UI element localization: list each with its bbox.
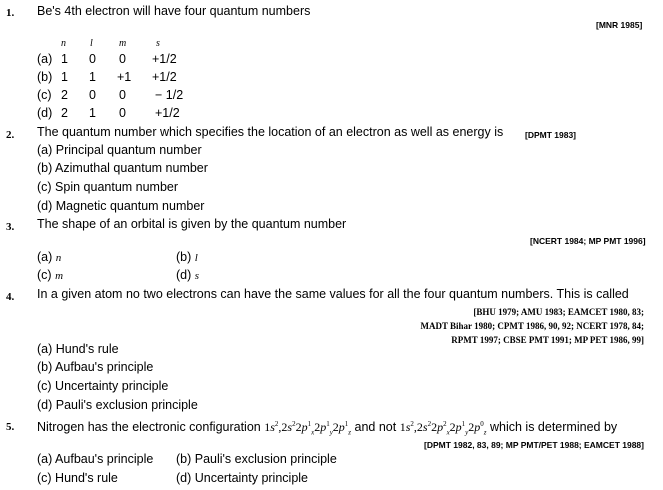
option-m: +1 [117,70,132,84]
option-s: +1/2 [152,70,177,84]
option-symbol: m [55,270,64,282]
question-number: 4. [6,291,15,303]
question-source: [DPMT 1983] [525,130,577,140]
table-header-m: m [119,38,127,49]
question-text: The shape of an orbital is given by the quantum number [37,217,347,231]
question-text-part: which is determined by [490,420,618,434]
question-source-line: RPMT 1997; CBSE PMT 1991; MP PET 1986, 99] [451,335,644,345]
option-item: (c) Uncertainty principle [37,379,169,393]
option-m: 0 [119,88,126,102]
question-source: [MNR 1985] [596,20,643,30]
option-item: (c) Hund's rule [37,471,118,485]
option-item: (b) Aufbau's principle [37,360,154,374]
question-source: [DPMT 1982, 83, 89; MP PMT/PET 1988; EAMCET 1988] [424,440,644,450]
option-label: (b) [37,70,53,84]
option-item: (a) Aufbau's principle [37,452,154,466]
question-number: 2. [6,129,15,141]
option-symbol: s [194,270,200,282]
option-n: 1 [61,70,68,84]
option-l: 1 [89,106,96,120]
option-symbol: n [55,252,62,264]
option-label: (c) [37,268,52,282]
option-item: (d) Uncertainty principle [176,471,308,485]
option-label: (d) [176,268,192,282]
option-item [176,268,199,284]
option-label: (a) [37,250,53,264]
option-label: (a) [37,52,53,66]
option-m: 0 [119,106,126,120]
option-item: (c) Spin quantum number [37,180,179,194]
option-n: 2 [61,106,68,120]
option-symbol: l [194,252,198,264]
question-text: The quantum number which specifies the location of an electron as well as energy is [37,125,504,139]
option-item: (a) Principal quantum number [37,143,202,157]
question-source-line: [BHU 1979; AMU 1983; EAMCET 1980, 83; [473,307,644,317]
option-item [176,250,198,266]
option-l: 1 [89,70,96,84]
question-number: 3. [6,221,15,233]
option-item: (d) Magnetic quantum number [37,199,205,213]
option-label: (b) [176,250,192,264]
option-label: (c) [37,88,52,102]
option-item: (b) Pauli's exclusion principle [176,452,337,466]
table-header-l: l [90,38,93,49]
electron-configuration: $1s^2,2s^22p^1_x2p^1_y2p^1_z$ [264,420,352,437]
option-label: (d) [37,106,53,120]
table-header-n: n [61,38,66,49]
option-item [37,268,63,284]
option-s: +1/2 [152,52,177,66]
table-header-s: s [156,38,160,49]
option-l: 0 [89,52,96,66]
question-number: 1. [6,7,15,19]
question-source-line: MADT Bihar 1980; CPMT 1986, 90, 92; NCERT 1978, 84; [420,321,644,331]
question-text [37,417,617,440]
option-item [37,250,61,266]
option-m: 0 [119,52,126,66]
question-text: In a given atom no two electrons can have the same values for all the four quantum numbers. This is called [37,287,629,301]
question-text-part: and not [354,420,397,434]
option-item: (d) Pauli's exclusion principle [37,398,198,412]
question-source: [NCERT 1984; MP PMT 1996] [530,236,646,246]
question-text: Be's 4th electron will have four quantum numbers [37,4,311,18]
question-text-part: Nitrogen has the electronic configuration [37,420,261,434]
question-number: 5. [6,421,15,433]
option-l: 0 [89,88,96,102]
option-item: (b) Azimuthal quantum number [37,161,208,175]
option-s: − 1/2 [155,88,184,102]
option-n: 2 [61,88,68,102]
electron-configuration: $1s^2,2s^22p^2_x2p^1_y2p^0_z$ [399,420,487,437]
option-n: 1 [61,52,68,66]
option-item: (a) Hund's rule [37,342,119,356]
option-s: +1/2 [155,106,180,120]
